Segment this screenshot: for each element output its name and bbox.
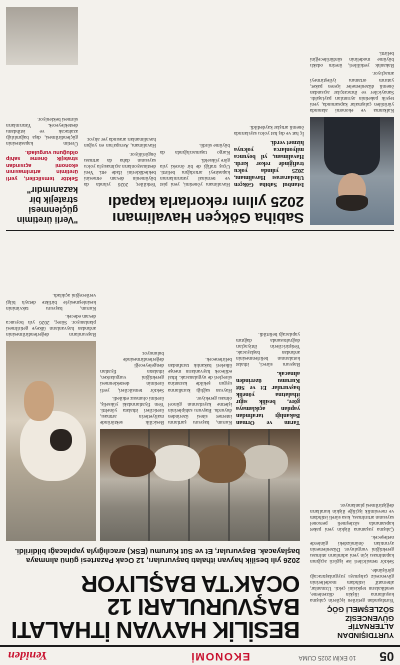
main-article-column xyxy=(168,235,232,425)
main-paragraph: Besicilik sektöründe maliyetlerin artması, üreticileri ithalata yöneltti. Yem fiyatlarındaki yükseliş, üretimi olumsuz etkiledi. xyxy=(100,394,164,425)
main-paragraph: Başvuru süreci, ithalat kotalarının belirlenmesinin ardından başlayacak. Yetiştiricilerin ihtiyaçları doğrultusunda dağıtım yapılacağı belirtildi. xyxy=(236,330,300,367)
airport-paragraph: Yetkililer, 2026 yılında da büyümenin devam etmesini beklediklerini ifade etti. Yeni destinasyonların açılmasıyla yolcu sayısının daha da artması öngörülüyor. xyxy=(84,150,156,187)
right-article-headline: "Verli üretimin güçlenmesi stratejik bir kazanımdır" xyxy=(16,185,78,225)
right-paragraph: Üretim kapasitesinin güçlendirilmesi, dışa bağımlılığı azaltacak ve istihdamı destekleyecek. Yatırımların sürmesi bekleniyor. xyxy=(6,116,78,147)
cattle-barn-photo xyxy=(100,429,300,541)
main-paragraph: Başvuruların değerlendirilmesinin ardından hayvanların ülkeye getirilmesi planlanıyor. Süreç, 2026 yılı boyunca devam edecek. xyxy=(6,312,96,337)
sidebar-paragraph: Yurtdışından getirilen işçilerin çalışma koşullarına ilişkin düzenleme, sendikaların tepkisini çekti. Uzmanlar, alternatif istihdam modellerinin güvencesiz çalışmayı yaygınlaştıracağı görüşünde. xyxy=(310,566,394,603)
sidebar-headline: YURTDIŞINDAN ALTERNATİF GÜVENCESİZ SÖZLEŞMELİ GÖÇ xyxy=(326,605,394,640)
airport-article-column xyxy=(84,7,156,187)
airport-article-column xyxy=(160,7,230,187)
main-subheadline: 2026 yılı besilik hayvan ithalatı başvuruları, 12 Ocak Pazartesi günü alınmaya başlayacak. Başvurular, Et ve Süt Kurumu (ESK) aracılığıyla yapılacağı bildirildi. xyxy=(14,547,300,565)
airport-paragraph: İç hat ve dış hat yolcu sayılarında önemli artışlar kaydedildi. xyxy=(234,123,304,136)
calf-photo xyxy=(6,341,96,541)
main-article-column xyxy=(6,235,96,337)
main-paragraph: Kurum, başvuru şartlarını internet sitesi üzerinden duyurdu. Başvuru sahiplerinin işletme kayıtlarının güncel olması gerekiyor. xyxy=(168,394,232,425)
page-number: 05 xyxy=(379,649,394,664)
lower-left-article-body xyxy=(310,7,394,113)
portrait-photo xyxy=(310,117,394,225)
main-headline: BESİLİK HAYVAN İTHALATI BAŞVURULARI 12 OCAK'TA BAŞLIYOR xyxy=(11,571,300,643)
sidebar-paragraph: Çalışma yaşamına ilişkin yeni paket kapsamında sözleşmeli personel sayısının artırılması, kısa süreli istihdam ve mevsimlik işçiliğe ilişkin kuralların değiştirilmesi planlanıyor. xyxy=(310,501,394,532)
masthead xyxy=(0,645,400,665)
right-paragraph: Sektör temsilcileri, yerli üretimin artırılmasının ekonomi açısından stratejik öneme sahip olduğunu vurguladı. xyxy=(6,149,78,181)
sidebar-paragraph: Sektör temsilcileri ise işgücü açığının kapatılması için yeni adımların atılması gerektiğini vurguluyor. Düzenlemenin ayrıntıları önümüzdeki günlerde netleşecek. xyxy=(310,534,394,565)
sidebar-body xyxy=(310,453,394,603)
main-paragraph: Kurum, başvuru takviminin kesinleşmesiyle birlikte detaylı bilgi verileceğini açıkladı. xyxy=(6,292,96,311)
airport-paragraph: Kargo taşımacılığında da büyüme sürdü. xyxy=(160,142,230,155)
main-paragraph: Hayvan sağlığı kurallarına uygun şekilde karantina süreçleri de uygulanacak. İthal edilecek hayvanların menşe ülkeleri bakanlık tarafından belirlenecek. xyxy=(168,356,232,393)
section-divider xyxy=(6,230,394,231)
interview-photo xyxy=(6,7,78,65)
airport-paragraph: Havalimanı, Avrupa'nın en yoğun havalimanları arasında yer alıyor. xyxy=(84,136,156,149)
main-article-column xyxy=(236,235,300,425)
main-article-column xyxy=(100,235,164,425)
lower-left-paragraph: Kalkınma ve ekonomi alanında yürütülen çalışmalar kapsamında, yeni teşvik paketinin ayrıntıları paylaşıldı. Sanayiciler ve ihracatçılar açısından önemli düzenlemeler içeren paket, yatırım ortamını iyileştirmeyi amaçlıyor. xyxy=(310,70,394,113)
section-title: EKONOMİ xyxy=(190,650,250,662)
issue-date: 10 EKİM 2025 CUMA xyxy=(298,654,356,660)
main-paragraph: Tarım ve Orman Bakanlığı tarafından yapılan açıklamaya göre, besilik sığır ithalatına yönelik başvurular Et ve Süt Kurumu üzerinden alınacak. xyxy=(236,370,300,425)
airport-paragraph: Havalimanı yönetimi, yeni pist ve terminal yatırımlarının kapasiteyi artırdığını belirtti. Uçuş trafiği de bir önceki yıla göre yükseldi. xyxy=(160,156,230,187)
airport-headline: Sabiha Gökçen Havalimanı 2025 yılını rekorlarla kapadı xyxy=(108,193,304,226)
lower-left-paragraph: Bakanlık yetkilileri, üretim odaklı büyüme modelinin sürdürüleceğini belirtti. xyxy=(310,50,394,69)
airport-paragraph: İstanbul Sabiha Gökçen Uluslararası Havalimanı, 2025 yılında yolcu trafiğinde rekor kırdı. Havalimanı, yıl boyunca milyonlarca yolcuya hizmet verdi. xyxy=(234,139,304,187)
newspaper-logo: Yeniden xyxy=(8,649,48,663)
airport-article-column xyxy=(234,7,304,187)
main-paragraph: Sektör temsilcileri, yerli üretimin desteklenmesi gerektiğini vurgularken, ithalatın fiyatları dengeleyeceği değerlendirmesinde bulunuyor. xyxy=(100,349,164,393)
